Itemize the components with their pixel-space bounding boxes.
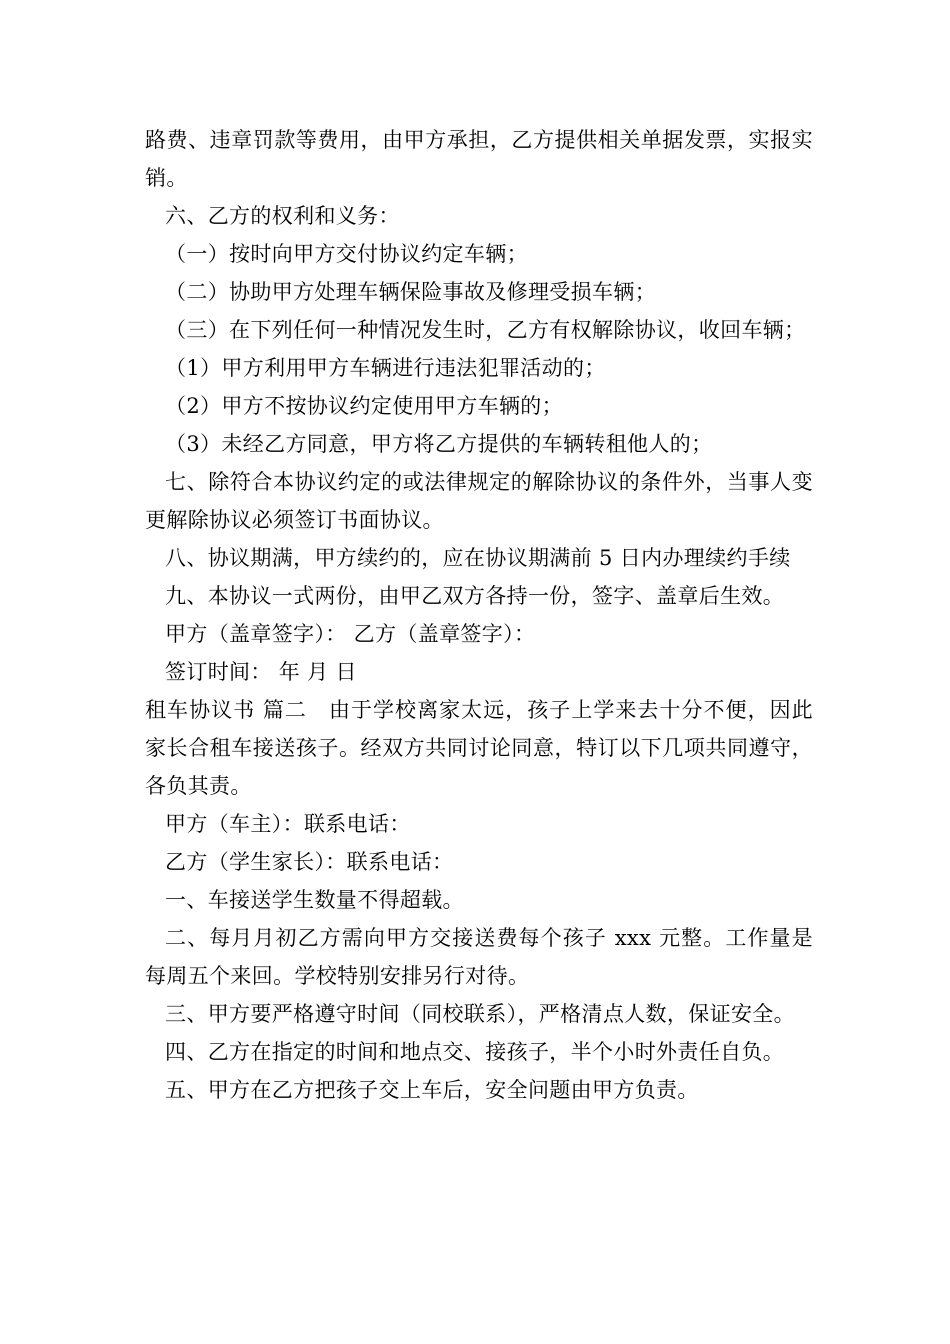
- paragraph-section-6-item-2: （二）协助甲方处理车辆保险事故及修理受损车辆；: [165, 280, 657, 304]
- paragraph-section-8: 八、协议期满，甲方续约的，应在协议期满前 5 日内办理续约手续: [165, 546, 791, 570]
- paragraph-clause-1: 一、车接送学生数量不得超载。: [165, 888, 464, 912]
- paragraph-clause-5: 五、甲方在乙方把孩子交上车后，安全问题由甲方负责。: [165, 1078, 699, 1102]
- paragraph-sign-date: 签订时间： 年 月 日: [165, 660, 357, 684]
- paragraph-clause-3: 三、甲方要严格遵守时间（同校联系），严格清点人数，保证安全。: [165, 1002, 795, 1026]
- paragraph-road-fees: 路费、违章罚款等费用，由甲方承担，乙方提供相关单据发票，实报实销。: [145, 128, 813, 190]
- paragraph-signatures: 甲方（盖章签字）： 乙方（盖章签字）：: [165, 622, 536, 646]
- paragraph-condition-2: （2）甲方不按协议约定使用甲方车辆的；: [165, 394, 564, 418]
- paragraph-section-6-heading: 六、乙方的权利和义务：: [165, 204, 400, 228]
- paragraph-condition-1: （1）甲方利用甲方车辆进行违法犯罪活动的；: [165, 356, 606, 380]
- paragraph-section-7: 七、除符合本协议约定的或法律规定的解除协议的条件外，当事人变更解除协议必须签订书面协议。: [145, 470, 813, 532]
- paragraph-party-a-contact: 甲方（车主）：联系电话：: [165, 812, 411, 836]
- paragraph-section-6-item-3: （三）在下列任何一种情况发生时，乙方有权解除协议，收回车辆；: [165, 318, 806, 342]
- paragraph-condition-3: （3）未经乙方同意，甲方将乙方提供的车辆转租他人的；: [165, 432, 713, 456]
- paragraph-party-b-contact: 乙方（学生家长）：联系电话：: [165, 850, 454, 874]
- paragraph-section-9: 九、本协议一式两份，由甲乙双方各持一份，签字、盖章后生效。: [165, 584, 785, 608]
- document-body: [145, 121, 813, 1109]
- paragraph-clause-2: 二、每月月初乙方需向甲方交接送费每个孩子 xxx 元整。工作量是每周五个来回。学校特别安排另行对待。: [145, 926, 813, 988]
- paragraph-clause-4: 四、乙方在指定的时间和地点交、接孩子，半个小时外责任自负。: [165, 1040, 785, 1064]
- paragraph-section-6-item-1: （一）按时向甲方交付协议约定车辆；: [165, 242, 528, 266]
- paragraph-agreement-2-intro: 租车协议书 篇二 由于学校离家太远，孩子上学来去十分不便，因此家长合租车接送孩子。经双方共同讨论同意，特订以下几项共同遵守，各负其责。: [145, 698, 813, 798]
